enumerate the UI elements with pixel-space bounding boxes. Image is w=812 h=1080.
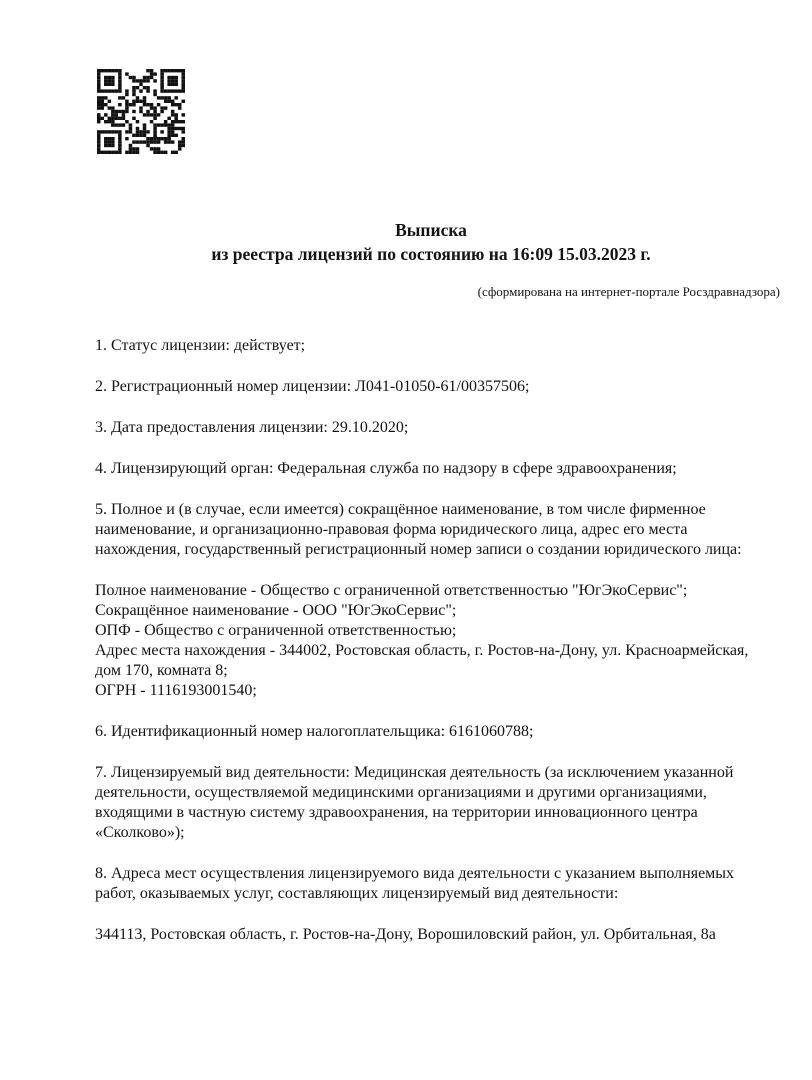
text-line: 3. Дата предоставления лицензии: 29.10.2020; xyxy=(95,419,409,436)
text-line: наименование, и организационно-правовая форма юридического лица, адрес его места xyxy=(95,521,688,538)
text-line: 6. Идентификационный номер налогоплательщика: 6161060788; xyxy=(95,723,534,740)
paragraph-4 xyxy=(95,459,785,479)
text-line: входящими в частную систему здравоохранения, на территории инновационного центра xyxy=(95,804,698,821)
text-line: «Сколково»); xyxy=(95,824,185,841)
text-line: деятельности, осуществляемой медицинскими организациями и другими организациями, xyxy=(95,784,707,801)
text-line: Адрес места нахождения - 344002, Ростовская область, г. Ростов-на-Дону, ул. Красноармейская, xyxy=(95,642,749,659)
text-line: 4. Лицензирующий орган: Федеральная служба по надзору в сфере здравоохранения; xyxy=(95,460,677,477)
paragraph-2 xyxy=(95,377,785,397)
text-line: ОПФ - Общество с ограниченной ответственностью; xyxy=(95,622,457,639)
document-body xyxy=(95,336,785,966)
text-line: 344113, Ростовская область, г. Ростов-на-Дону, Ворошиловский район, ул. Орбитальная, 8а xyxy=(95,926,716,943)
text-line: Сокращённое наименование - ООО "ЮгЭкоСервис"; xyxy=(95,602,457,619)
paragraph-6 xyxy=(95,581,785,701)
document-subtitle: (сформирована на интернет-портале Росздравнадзора) xyxy=(477,284,780,299)
paragraph-5 xyxy=(95,500,785,560)
paragraph-9 xyxy=(95,864,785,904)
text-line: работ, оказываемых услуг, составляющих лицензируемый вид деятельности: xyxy=(95,885,619,902)
text-line: 7. Лицензируемый вид деятельности: Медицинская деятельность (за исключением указанной xyxy=(95,764,734,781)
document-title xyxy=(95,218,767,266)
paragraph-3 xyxy=(95,418,785,438)
paragraph-1 xyxy=(95,336,785,356)
text-line: ОГРН - 1116193001540; xyxy=(95,682,257,699)
text-line: Полное наименование - Общество с ограниченной ответственностью "ЮгЭкоСервис"; xyxy=(95,582,688,599)
paragraph-8 xyxy=(95,763,785,843)
text-line: 5. Полное и (в случае, если имеется) сокращённое наименование, в том числе фирменное xyxy=(95,501,706,518)
text-line: дом 170, комната 8; xyxy=(95,662,228,679)
qr-code xyxy=(97,69,185,154)
paragraph-10 xyxy=(95,925,785,945)
text-line: 2. Регистрационный номер лицензии: Л041-01050-61/00357506; xyxy=(95,378,530,395)
text-line: 1. Статус лицензии: действует; xyxy=(95,337,306,354)
paragraph-7 xyxy=(95,722,785,742)
qr-code-image xyxy=(97,69,185,154)
text-line: 8. Адреса мест осуществления лицензируемого вида деятельности с указанием выполняемых xyxy=(95,865,735,882)
title-line-1: Выписка xyxy=(395,220,467,240)
title-line-2: из реестра лицензий по состоянию на 16:09 15.03.2023 г. xyxy=(211,244,651,264)
text-line: нахождения, государственный регистрационный номер записи о создании юридического лица: xyxy=(95,541,742,558)
